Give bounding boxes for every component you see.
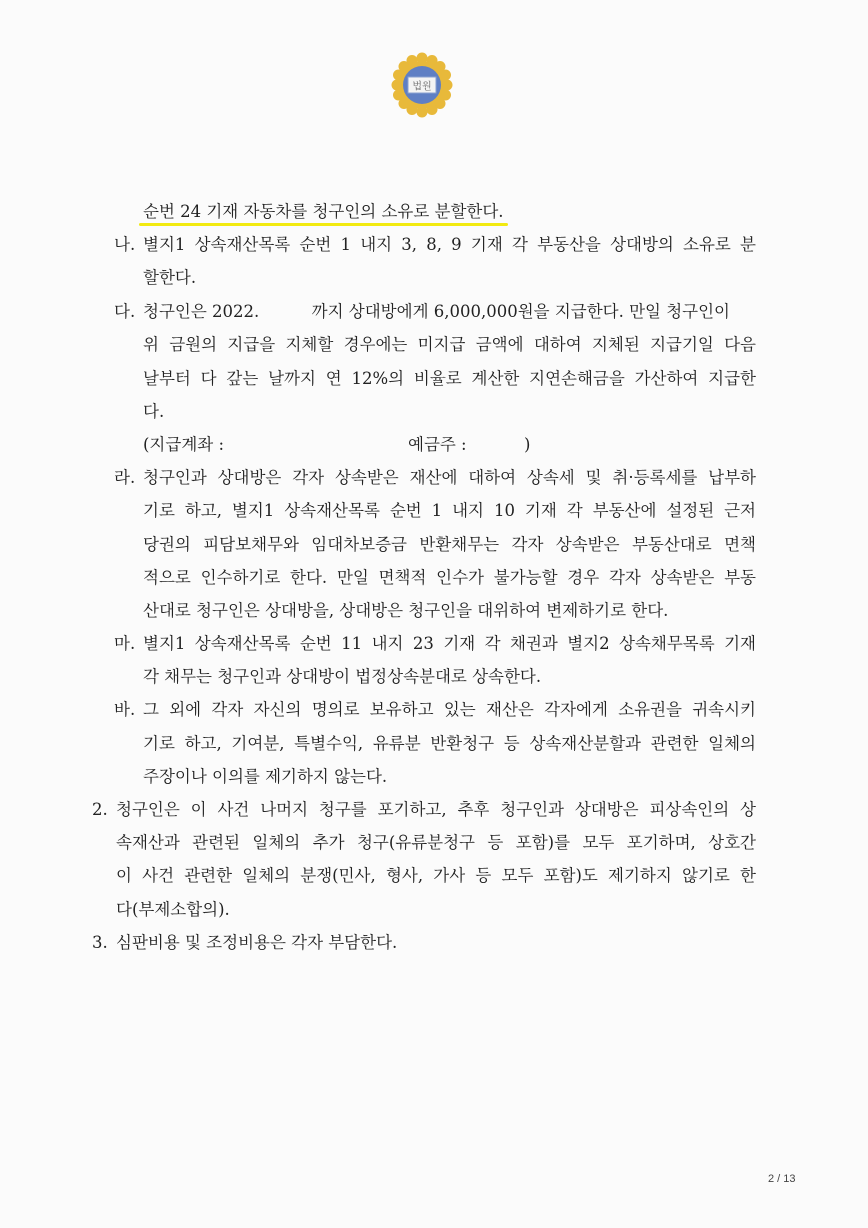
- highlighted-line: [143, 201, 504, 223]
- item-ba-line-1: 그 외에 각자 자신의 명의로 보유하고 있는 재산은 각자에게 소유권을 귀속시키: [143, 700, 756, 719]
- item-ra-line-4: 적으로 인수하기로 한다. 만일 면책적 인수가 불가능할 경우 각자 상속받은 부동: [143, 568, 756, 587]
- item-da-line-3: 날부터 다 갚는 날까지 연 12%의 비율로 계산한 지연손해금을 가산하여 지급한: [143, 369, 756, 388]
- item-3-line-1: 심판비용 및 조정비용은 각자 부담한다.: [116, 933, 398, 952]
- page-number: 2 / 13: [768, 1173, 796, 1185]
- item-da-marker: 다.: [114, 302, 136, 321]
- item-3-marker: 3.: [92, 933, 108, 952]
- item-ba-line-3: 주장이나 이의를 제기하지 않는다.: [143, 767, 388, 786]
- item-ba-line-2: 기로 하고, 기여분, 특별수익, 유류분 반환청구 등 상속재산분할과 관련한 일체의: [143, 734, 756, 753]
- item-ra-marker: 라.: [114, 468, 136, 487]
- holder-label: 예금주 :: [408, 435, 467, 454]
- item-da-line-2: 위 금원의 지급을 지체할 경우에는 미지급 금액에 대하여 지체된 지급기일 다음: [143, 335, 756, 354]
- account-label: (지급계좌 :: [143, 435, 224, 454]
- item-na-marker: 나.: [114, 235, 136, 254]
- item-ra-line-1: 청구인과 상대방은 각자 상속받은 재산에 대하여 상속세 및 취·등록세를 납부하: [143, 468, 756, 487]
- item-2-line-4: 다(부제소합의).: [116, 900, 230, 919]
- item-2-marker: 2.: [92, 800, 108, 819]
- item-2-line-3: 이 사건 관련한 일체의 분쟁(민사, 형사, 가사 등 모두 포함)도 제기하지 않기로 한: [116, 866, 756, 885]
- item-ra-line-3: 당권의 피담보채무와 임대차보증금 반환채무는 각자 상속받은 부동산대로 면책: [143, 535, 756, 554]
- item-na-line-2: 할한다.: [143, 268, 197, 287]
- item-da-line-4: 다.: [143, 402, 165, 421]
- item-2-line-2: 속재산과 관련된 일체의 추가 청구(유류분청구 등 포함)를 모두 포기하며, 상호간: [116, 833, 756, 852]
- emblem-text: 법원: [412, 81, 432, 93]
- item-ra-line-5: 산대로 청구인은 상대방을, 상대방은 청구인을 대위하여 변제하기로 한다.: [143, 601, 669, 620]
- highlighted-line-text: 순번 24 기재 자동차를 청구인의 소유로 분할한다.: [143, 202, 504, 221]
- account-close-paren: ): [524, 435, 531, 454]
- court-emblem-icon: [387, 50, 457, 120]
- highlight-underline: [139, 223, 508, 226]
- item-ba-marker: 바.: [114, 700, 136, 719]
- item-ma-marker: 마.: [114, 634, 136, 653]
- item-da-line-1: 청구인은 2022. 까지 상대방에게 6,000,000원을 지급한다. 만일 청구인이: [143, 302, 730, 321]
- item-2-line-1: 청구인은 이 사건 나머지 청구를 포기하고, 추후 청구인과 상대방은 피상속인의 상: [116, 800, 756, 819]
- item-ma-line-1: 별지1 상속재산목록 순번 11 내지 23 기재 각 채권과 별지2 상속채무목록 기재: [143, 634, 756, 653]
- item-na-line-1: 별지1 상속재산목록 순번 1 내지 3, 8, 9 기재 각 부동산을 상대방의 소유로 분: [143, 235, 756, 254]
- item-ma-line-2: 각 채무는 청구인과 상대방이 법정상속분대로 상속한다.: [143, 667, 542, 686]
- item-ra-line-2: 기로 하고, 별지1 상속재산목록 순번 1 내지 10 기재 각 부동산에 설정된 근저: [143, 501, 756, 520]
